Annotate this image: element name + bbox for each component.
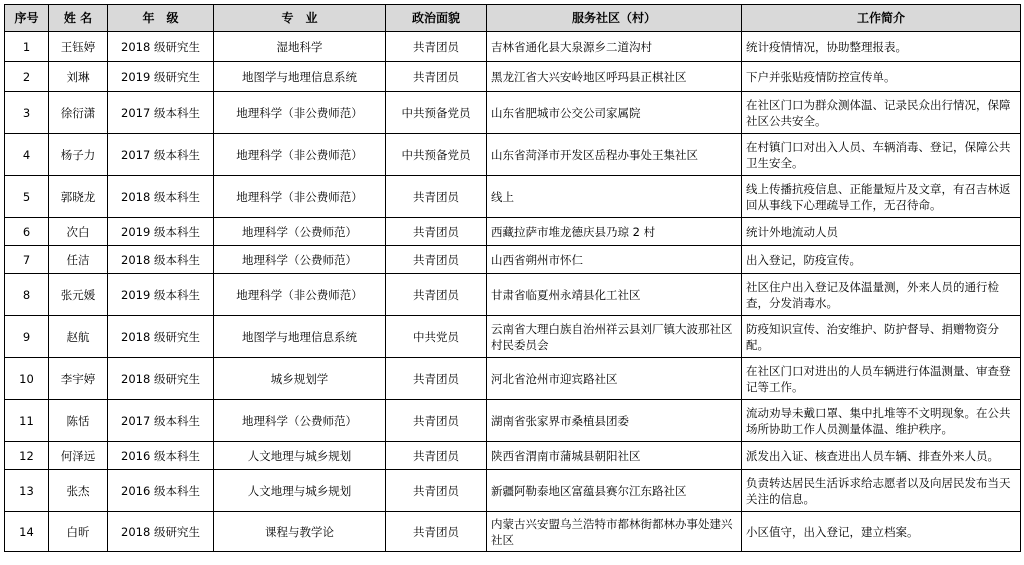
cell-grade: 2018 级本科生: [108, 246, 214, 274]
header-community: 服务社区（村）: [487, 5, 742, 32]
cell-work-summary: 派发出入证、核查进出人员车辆、排查外来人员。: [742, 442, 1021, 470]
cell-work-summary: 流动劝导未戴口罩、集中扎堆等不文明现象。在公共场所协助工作人员测量体温、维护秩序。: [742, 400, 1021, 442]
cell-community: 湖南省张家界市桑植县团委: [487, 400, 742, 442]
table-row: [5, 442, 1021, 470]
cell-name: 王钰婷: [49, 32, 108, 62]
table-header: [5, 5, 1021, 32]
cell-grade: 2019 级本科生: [108, 274, 214, 316]
cell-index: 13: [5, 470, 49, 512]
cell-community: 内蒙古兴安盟乌兰浩特市都林街都林办事处建兴社区: [487, 512, 742, 552]
cell-major: 地理科学（非公费师范）: [214, 176, 386, 218]
cell-work-summary: 社区住户出入登记及体温量测，外来人员的通行检查，分发消毒水。: [742, 274, 1021, 316]
cell-name: 李宇婷: [49, 358, 108, 400]
cell-work-summary: 统计外地流动人员: [742, 218, 1021, 246]
cell-major: 城乡规划学: [214, 358, 386, 400]
cell-name: 郭晓龙: [49, 176, 108, 218]
cell-political-status: 共青团员: [386, 358, 487, 400]
cell-name: 徐衍潇: [49, 92, 108, 134]
cell-index: 7: [5, 246, 49, 274]
cell-grade: 2016 级本科生: [108, 470, 214, 512]
cell-major: 人文地理与城乡规划: [214, 470, 386, 512]
table-row: [5, 274, 1021, 316]
cell-grade: 2017 级本科生: [108, 400, 214, 442]
cell-name: 张元媛: [49, 274, 108, 316]
cell-work-summary: 小区值守，出入登记，建立档案。: [742, 512, 1021, 552]
cell-community: 云南省大理白族自治州祥云县刘厂镇大波那社区村民委员会: [487, 316, 742, 358]
cell-political-status: 共青团员: [386, 246, 487, 274]
cell-grade: 2018 级研究生: [108, 512, 214, 552]
table-row: [5, 92, 1021, 134]
table-row: [5, 218, 1021, 246]
table-row: [5, 316, 1021, 358]
cell-political-status: 中共预备党员: [386, 92, 487, 134]
cell-index: 9: [5, 316, 49, 358]
cell-work-summary: 在社区门口为群众测体温、记录民众出行情况，保障社区公共安全。: [742, 92, 1021, 134]
cell-name: 赵航: [49, 316, 108, 358]
cell-political-status: 共青团员: [386, 218, 487, 246]
cell-community: 甘肃省临夏州永靖县化工社区: [487, 274, 742, 316]
cell-political-status: 共青团员: [386, 274, 487, 316]
cell-major: 地理科学（公费师范）: [214, 246, 386, 274]
cell-work-summary: 在村镇门口对出入人员、车辆消毒、登记，保障公共卫生安全。: [742, 134, 1021, 176]
header-major: 专 业: [214, 5, 386, 32]
cell-major: 地理科学（公费师范）: [214, 400, 386, 442]
cell-index: 1: [5, 32, 49, 62]
cell-work-summary: 统计疫情情况，协助整理报表。: [742, 32, 1021, 62]
cell-major: 地理科学（非公费师范）: [214, 274, 386, 316]
header-political-status: 政治面貌: [386, 5, 487, 32]
cell-index: 14: [5, 512, 49, 552]
cell-community: 吉林省通化县大泉源乡二道沟村: [487, 32, 742, 62]
table-body: [5, 32, 1021, 552]
cell-community: 山东省肥城市公交公司家属院: [487, 92, 742, 134]
cell-index: 11: [5, 400, 49, 442]
cell-name: 白昕: [49, 512, 108, 552]
cell-community: 山西省朔州市怀仁: [487, 246, 742, 274]
cell-grade: 2017 级本科生: [108, 92, 214, 134]
cell-grade: 2017 级本科生: [108, 134, 214, 176]
table-row: [5, 358, 1021, 400]
cell-grade: 2018 级研究生: [108, 358, 214, 400]
cell-index: 12: [5, 442, 49, 470]
cell-community: 山东省菏泽市开发区岳程办事处王集社区: [487, 134, 742, 176]
cell-political-status: 共青团员: [386, 62, 487, 92]
cell-major: 课程与教学论: [214, 512, 386, 552]
cell-political-status: 共青团员: [386, 470, 487, 512]
cell-political-status: 共青团员: [386, 400, 487, 442]
cell-index: 6: [5, 218, 49, 246]
table-row: [5, 512, 1021, 552]
cell-index: 3: [5, 92, 49, 134]
cell-community: 陕西省渭南市蒲城县朝阳社区: [487, 442, 742, 470]
cell-grade: 2018 级研究生: [108, 316, 214, 358]
cell-work-summary: 负责转达居民生活诉求给志愿者以及向居民发布当天关注的信息。: [742, 470, 1021, 512]
cell-index: 4: [5, 134, 49, 176]
volunteer-table: [4, 4, 1021, 552]
table-row: [5, 32, 1021, 62]
header-grade: 年 级: [108, 5, 214, 32]
cell-name: 何泽远: [49, 442, 108, 470]
header-name: 姓 名: [49, 5, 108, 32]
cell-index: 8: [5, 274, 49, 316]
cell-community: 河北省沧州市迎宾路社区: [487, 358, 742, 400]
table-row: [5, 470, 1021, 512]
cell-grade: 2018 级本科生: [108, 176, 214, 218]
cell-work-summary: 防疫知识宣传、治安维护、防护督导、捐赠物资分配。: [742, 316, 1021, 358]
cell-community: 线上: [487, 176, 742, 218]
cell-community: 西藏拉萨市堆龙德庆县乃琼 2 村: [487, 218, 742, 246]
cell-grade: 2019 级本科生: [108, 218, 214, 246]
table-row: [5, 134, 1021, 176]
table-row: [5, 62, 1021, 92]
cell-grade: 2018 级研究生: [108, 32, 214, 62]
cell-political-status: 共青团员: [386, 32, 487, 62]
cell-political-status: 中共预备党员: [386, 134, 487, 176]
cell-community: 黑龙江省大兴安岭地区呼玛县正棋社区: [487, 62, 742, 92]
cell-major: 人文地理与城乡规划: [214, 442, 386, 470]
header-index: 序号: [5, 5, 49, 32]
cell-community: 新疆阿勒泰地区富蕴县赛尔江东路社区: [487, 470, 742, 512]
cell-major: 湿地科学: [214, 32, 386, 62]
cell-name: 次白: [49, 218, 108, 246]
cell-political-status: 共青团员: [386, 512, 487, 552]
cell-work-summary: 在社区门口对进出的人员车辆进行体温测量、审查登记等工作。: [742, 358, 1021, 400]
header-row: [5, 5, 1021, 32]
cell-major: 地理科学（公费师范）: [214, 218, 386, 246]
cell-work-summary: 下户并张贴疫情防控宣传单。: [742, 62, 1021, 92]
cell-grade: 2019 级研究生: [108, 62, 214, 92]
cell-name: 杨子力: [49, 134, 108, 176]
cell-name: 刘琳: [49, 62, 108, 92]
header-work-summary: 工作简介: [742, 5, 1021, 32]
cell-work-summary: 出入登记，防疫宣传。: [742, 246, 1021, 274]
cell-political-status: 共青团员: [386, 176, 487, 218]
cell-index: 10: [5, 358, 49, 400]
table-row: [5, 176, 1021, 218]
cell-major: 地图学与地理信息系统: [214, 62, 386, 92]
cell-grade: 2016 级本科生: [108, 442, 214, 470]
cell-name: 任洁: [49, 246, 108, 274]
cell-index: 2: [5, 62, 49, 92]
cell-work-summary: 线上传播抗疫信息、正能量短片及文章，有召吉林返回从事线下心理疏导工作，无召待命。: [742, 176, 1021, 218]
cell-major: 地理科学（非公费师范）: [214, 134, 386, 176]
table-row: [5, 246, 1021, 274]
cell-major: 地理科学（非公费师范）: [214, 92, 386, 134]
cell-name: 陈恬: [49, 400, 108, 442]
table-row: [5, 400, 1021, 442]
cell-index: 5: [5, 176, 49, 218]
cell-major: 地图学与地理信息系统: [214, 316, 386, 358]
cell-name: 张杰: [49, 470, 108, 512]
cell-political-status: 共青团员: [386, 442, 487, 470]
cell-political-status: 中共党员: [386, 316, 487, 358]
